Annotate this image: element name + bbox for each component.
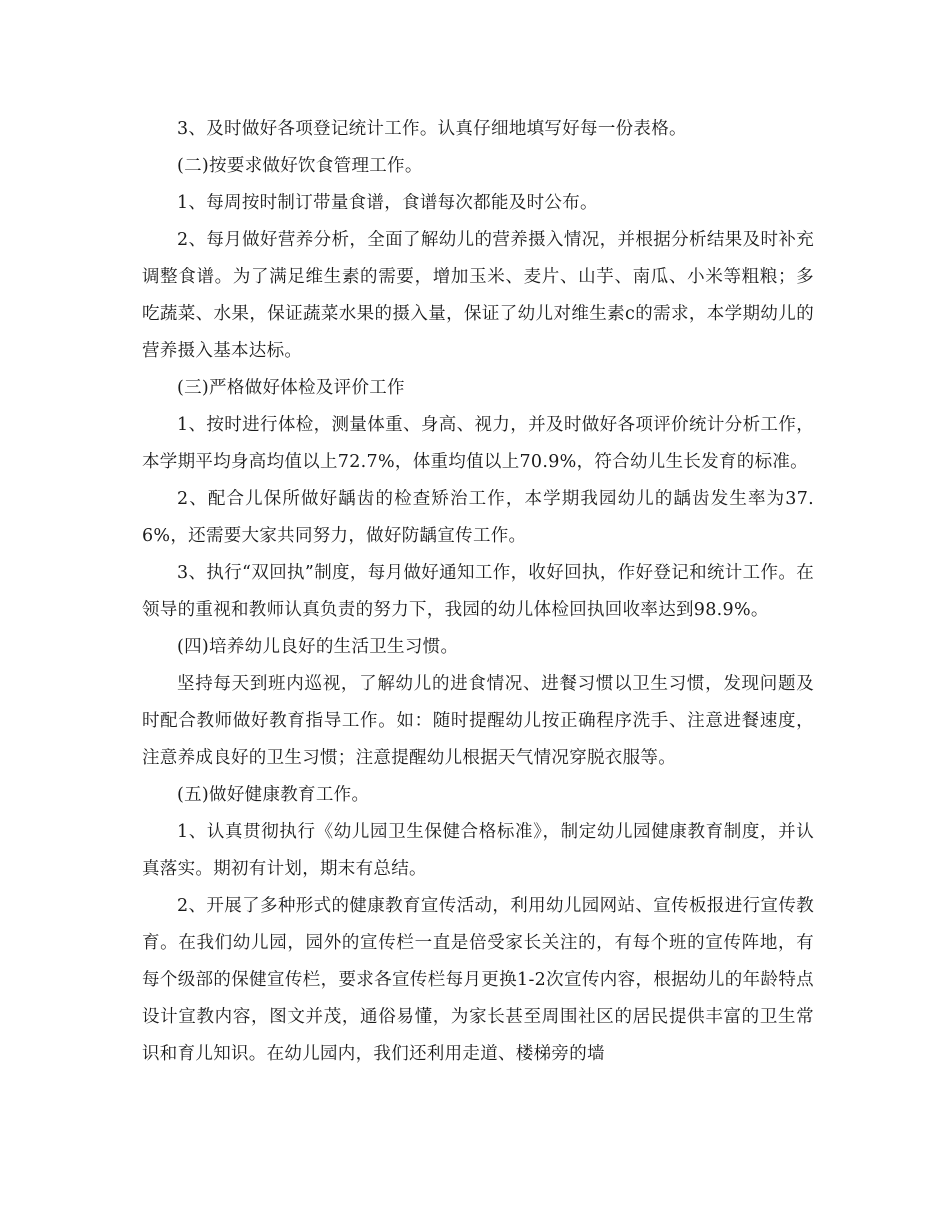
paragraph-menu: 1、每周按时制订带量食谱，食谱每次都能及时公布。 (177, 193, 598, 213)
section-heading-health-education: (五)做好健康教育工作。 (177, 785, 370, 805)
paragraph-standards: 1、认真贯彻执行《幼儿园卫生保健合格标准》，制定幼儿园健康教育制度，并认真落实。期初有计划，期末有总结。 (142, 822, 814, 879)
document-body (142, 111, 814, 1073)
paragraph-nutrition: 2、每月做好营养分析，全面了解幼儿的营养摄入情况，并根据分析结果及时补充调整食谱。为了满足维生素的需要，增加玉米、麦片、山芋、南瓜、小米等粗粮；多吃蔬菜、水果，保证蔬菜水果的摄入量，保证了幼儿对维生素c的需求，本学期幼儿的营养摄入基本达标。 (142, 230, 814, 361)
section-heading-checkup: (三)严格做好体检及评价工作 (177, 378, 405, 398)
section-heading-hygiene: (四)培养幼儿良好的生活卫生习惯。 (177, 637, 459, 657)
paragraph-publicity: 2、开展了多种形式的健康教育宣传活动，利用幼儿园网站、宣传板报进行宣传教育。在我们幼儿园，园外的宣传栏一直是倍受家长关注的，有每个班的宣传阵地，有每个级部的保健宣传栏，要求各宣传栏每月更换1-2次宣传内容，根据幼儿的年龄特点设计宣教内容，图文并茂，通俗易懂，为家长甚至周围社区的居民提供丰富的卫生常识和育儿知识。在幼儿园内，我们还利用走道、楼梯旁的墙 (142, 896, 814, 1064)
paragraph-registration: 3、及时做好各项登记统计工作。认真仔细地填写好每一份表格。 (177, 119, 687, 139)
section-heading-diet: (二)按要求做好饮食管理工作。 (177, 156, 423, 176)
paragraph-checkup: 1、按时进行体检，测量体重、身高、视力，并及时做好各项评价统计分析工作，本学期平均身高均值以上72.7%，体重均值以上70.9%，符合幼儿生长发育的标准。 (142, 415, 814, 472)
paragraph-dental: 2、配合儿保所做好龋齿的检查矫治工作，本学期我园幼儿的龋齿发生率为37.6%，还需要大家共同努力，做好防龋宣传工作。 (142, 489, 814, 546)
paragraph-receipt: 3、执行“双回执”制度，每月做好通知工作，收好回执，作好登记和统计工作。在领导的重视和教师认真负责的努力下，我园的幼儿体检回执回收率达到98.9%。 (142, 563, 814, 620)
paragraph-hygiene: 坚持每天到班内巡视，了解幼儿的进食情况、进餐习惯以卫生习惯，发现问题及时配合教师做好教育指导工作。如：随时提醒幼儿按正确程序洗手、注意进餐速度，注意养成良好的卫生习惯；注意提醒幼儿根据天气情况穿脱衣服等。 (142, 674, 814, 768)
